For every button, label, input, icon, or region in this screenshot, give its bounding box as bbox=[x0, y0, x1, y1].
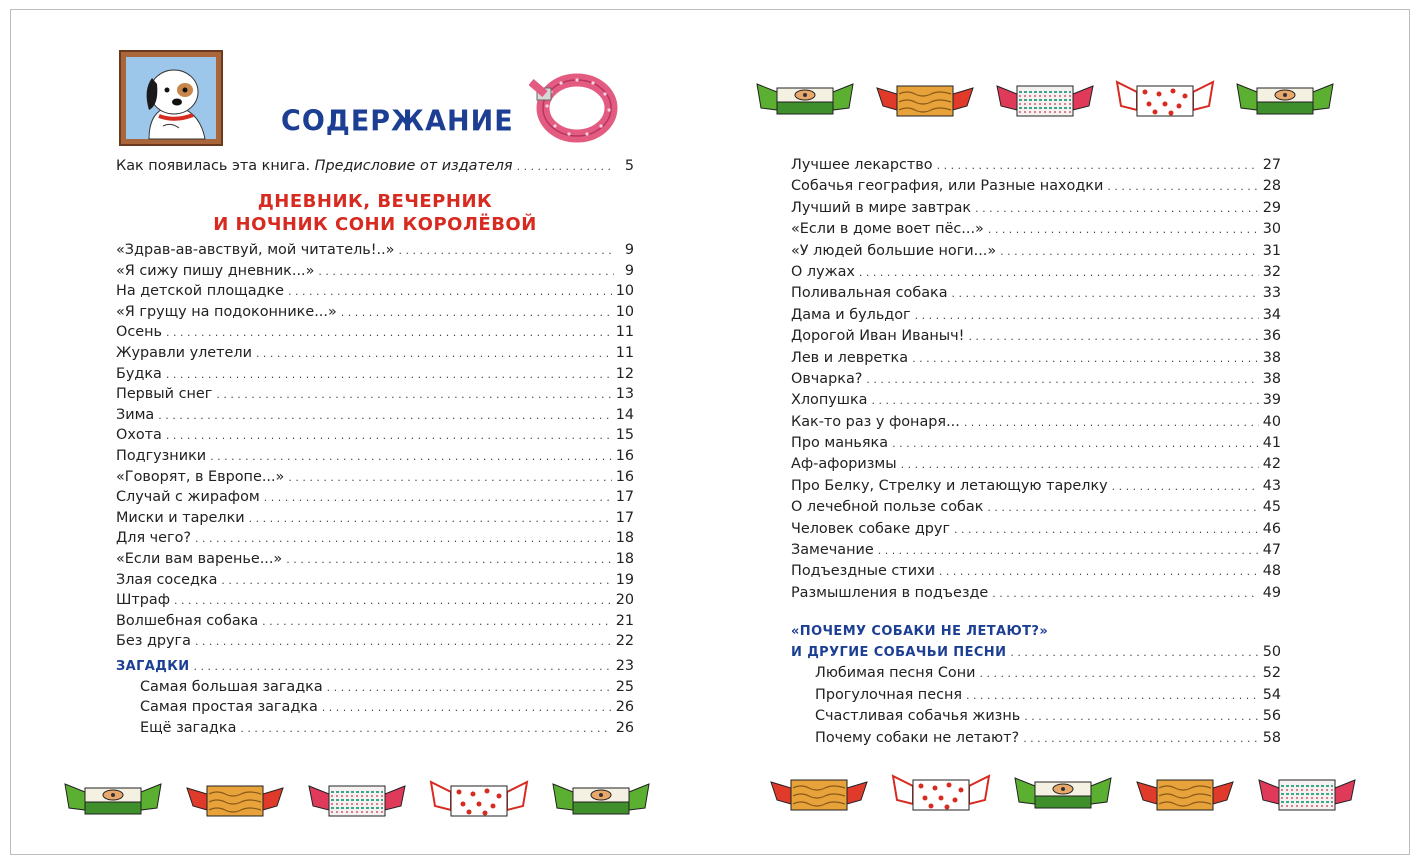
dot-leader bbox=[288, 282, 612, 303]
toc-entry-title: Про Белку, Стрелку и летающую тарелку bbox=[791, 477, 1108, 494]
toc-entry-title: О лужах bbox=[791, 263, 855, 280]
dot-leader bbox=[256, 344, 612, 365]
toc-entry-title: Дама и бульдог bbox=[791, 306, 911, 323]
candy-orange-icon bbox=[769, 764, 869, 816]
toc-entry-page: 16 bbox=[615, 468, 634, 485]
toc-entry-page: 41 bbox=[1262, 435, 1281, 452]
toc-entry-page: 43 bbox=[1262, 477, 1281, 494]
toc-entry-title: Злая соседка bbox=[116, 571, 218, 588]
toc-entry-title: Счастливая собачья жизнь bbox=[815, 708, 1021, 725]
toc-entry-page: 12 bbox=[615, 365, 634, 382]
toc-list-riddles bbox=[116, 656, 634, 738]
section-heading-riddles: ЗАГАДКИ bbox=[116, 659, 190, 674]
toc-entry-title: Самая большая загадка bbox=[140, 678, 323, 695]
toc-entry-page: 39 bbox=[1262, 392, 1281, 409]
candy-orange-icon bbox=[875, 70, 975, 122]
dot-leader bbox=[398, 241, 614, 262]
toc-entry-page: 23 bbox=[615, 658, 634, 674]
toc-entry-page: 47 bbox=[1262, 542, 1281, 559]
toc-entry-title: Лучший в мире завтрак bbox=[791, 199, 972, 216]
dot-leader bbox=[1107, 176, 1258, 197]
toc-entry[interactable] bbox=[116, 405, 634, 426]
toc-list-songs bbox=[791, 642, 1281, 749]
toc-entry-title: «Я сижу пишу дневник...» bbox=[116, 262, 315, 279]
right-page bbox=[711, 10, 1410, 854]
toc-entry-page: 38 bbox=[1262, 349, 1281, 366]
toc-entry[interactable] bbox=[116, 549, 634, 570]
dot-leader bbox=[988, 219, 1259, 240]
dot-leader bbox=[901, 454, 1259, 475]
dot-leader bbox=[322, 698, 612, 719]
candy-orange-icon bbox=[185, 770, 285, 822]
toc-entry[interactable] bbox=[791, 262, 1281, 283]
section-heading-diary bbox=[116, 190, 634, 236]
dot-leader bbox=[195, 632, 612, 653]
toc-entry-title: О лечебной пользе собак bbox=[791, 499, 984, 516]
toc-entry[interactable] bbox=[116, 302, 634, 323]
dot-leader bbox=[1023, 728, 1259, 749]
dot-leader bbox=[249, 509, 612, 530]
toc-entry-title: Осень bbox=[116, 324, 162, 341]
toc-entry-page: 46 bbox=[1262, 520, 1281, 537]
toc-entry-page: 17 bbox=[615, 489, 634, 506]
dot-leader bbox=[221, 571, 611, 592]
toc-list-right bbox=[791, 155, 1281, 604]
dot-leader bbox=[966, 685, 1259, 706]
dot-leader bbox=[866, 369, 1258, 390]
toc-entry-title: Зима bbox=[116, 406, 155, 423]
toc-entry-title: Любимая песня Сони bbox=[815, 665, 976, 682]
dot-leader bbox=[195, 529, 612, 550]
toc-entry[interactable] bbox=[116, 590, 634, 611]
toc-list-left bbox=[116, 240, 634, 652]
candy-row-top-right bbox=[755, 70, 1335, 122]
candy-striped-icon bbox=[307, 770, 407, 822]
dot-leader bbox=[952, 283, 1259, 304]
toc-entry-page: 26 bbox=[615, 699, 634, 716]
toc-entry-title: Волшебная собака bbox=[116, 612, 259, 629]
book-spread bbox=[10, 9, 1410, 855]
toc-entry-title: Прогулочная песня bbox=[815, 686, 963, 703]
toc-entry-page: 10 bbox=[615, 303, 634, 320]
toc-entry-page: 29 bbox=[1262, 199, 1281, 216]
toc-entry-title: Миски и тарелки bbox=[116, 509, 245, 526]
toc-entry-page: 16 bbox=[615, 447, 634, 464]
toc-entry-page: 9 bbox=[624, 242, 634, 258]
toc-entry-page: 45 bbox=[1262, 499, 1281, 516]
toc-entry[interactable] bbox=[116, 384, 634, 405]
toc-entry-page: 18 bbox=[615, 530, 634, 547]
toc-entry[interactable] bbox=[116, 718, 634, 739]
dot-leader bbox=[158, 406, 611, 427]
toc-entry-page: 10 bbox=[615, 283, 634, 300]
dot-leader bbox=[939, 561, 1259, 582]
toc-entry[interactable] bbox=[791, 497, 1281, 518]
toc-entry[interactable] bbox=[116, 677, 634, 698]
toc-entry-title: Поливальная собака bbox=[791, 285, 948, 302]
dot-leader bbox=[954, 519, 1259, 540]
candy-orange-icon bbox=[1135, 764, 1235, 816]
toc-entry-title: Про маньяка bbox=[791, 435, 889, 452]
candy-polka-icon bbox=[429, 770, 529, 822]
toc-entry-title: Подгузники bbox=[116, 447, 207, 464]
toc-entry-title: «Говорят, в Европе...» bbox=[116, 468, 285, 485]
candy-green-icon bbox=[1013, 764, 1113, 816]
toc-entry[interactable] bbox=[791, 283, 1281, 304]
dot-leader bbox=[980, 663, 1259, 684]
toc-entry-page: 36 bbox=[1262, 328, 1281, 345]
toc-entry[interactable] bbox=[791, 433, 1281, 454]
toc-entry-title: Замечание bbox=[791, 542, 874, 559]
candy-polka-icon bbox=[1115, 70, 1215, 122]
toc-entry[interactable] bbox=[116, 528, 634, 549]
candy-polka-icon bbox=[891, 764, 991, 816]
toc-entry-page: 15 bbox=[615, 427, 634, 444]
candy-green-icon bbox=[63, 770, 163, 822]
toc-entry-page: 30 bbox=[1262, 221, 1281, 238]
dot-leader bbox=[878, 540, 1259, 561]
dot-leader bbox=[166, 426, 612, 447]
dot-leader bbox=[987, 497, 1258, 518]
dot-leader bbox=[915, 305, 1259, 326]
toc-entry-page: 42 bbox=[1262, 456, 1281, 473]
dot-leader bbox=[240, 719, 611, 740]
dot-leader bbox=[216, 385, 611, 406]
toc-entry-title: Как появилась эта книга. Предисловие от издателя bbox=[116, 158, 513, 174]
toc-entry-page: 31 bbox=[1262, 242, 1281, 259]
toc-entry-page: 26 bbox=[615, 719, 634, 736]
toc-entry[interactable] bbox=[116, 343, 634, 364]
toc-entry-title: Ещё загадка bbox=[140, 719, 237, 736]
toc-entry-title: Для чего? bbox=[116, 530, 192, 547]
toc-entry[interactable] bbox=[116, 425, 634, 446]
toc-entry[interactable] bbox=[791, 412, 1281, 433]
section-heading-line: И ДРУГИЕ СОБАЧЬИ ПЕСНИ bbox=[791, 645, 1007, 660]
dot-leader bbox=[1000, 241, 1259, 262]
toc-section-entry[interactable] bbox=[791, 642, 1281, 663]
toc-entry-page: 49 bbox=[1262, 584, 1281, 601]
dot-leader bbox=[318, 262, 614, 283]
toc-entry[interactable] bbox=[116, 697, 634, 718]
toc-entry-title: Размышления в подъезде bbox=[791, 584, 989, 601]
dot-leader bbox=[517, 157, 614, 178]
dot-leader bbox=[968, 326, 1258, 347]
toc-entry-title: Будка bbox=[116, 365, 162, 382]
toc-entry-title: Журавли улетели bbox=[116, 344, 252, 361]
toc-entry-page: 18 bbox=[615, 550, 634, 567]
toc-entry[interactable] bbox=[791, 561, 1281, 582]
toc-entry-page: 17 bbox=[615, 509, 634, 526]
toc-entry-page: 9 bbox=[624, 262, 634, 279]
toc-entry[interactable] bbox=[116, 487, 634, 508]
toc-entry-page: 19 bbox=[615, 571, 634, 588]
toc-entry-page: 34 bbox=[1262, 306, 1281, 323]
toc-entry[interactable] bbox=[116, 570, 634, 591]
toc-entry-title: Лев и левретка bbox=[791, 349, 909, 366]
dot-leader bbox=[286, 550, 611, 571]
dot-leader bbox=[327, 678, 612, 699]
toc-entry-title: Первый снег bbox=[116, 386, 213, 403]
toc-entry-title: «Здрав-ав-авствуй, мой читатель!..» bbox=[116, 242, 395, 258]
toc-entry-page: 38 bbox=[1262, 370, 1281, 387]
toc-entry-page: 21 bbox=[615, 612, 634, 629]
toc-entry-title: Почему собаки не летают? bbox=[815, 729, 1020, 746]
toc-entry[interactable] bbox=[116, 156, 634, 177]
toc-entry[interactable] bbox=[791, 305, 1281, 326]
toc-entry-title: Без друга bbox=[116, 633, 191, 650]
dot-leader bbox=[859, 262, 1259, 283]
toc-entry-page: 25 bbox=[615, 678, 634, 695]
toc-entry[interactable] bbox=[116, 467, 634, 488]
dot-leader bbox=[262, 612, 612, 633]
toc-entry[interactable] bbox=[116, 446, 634, 467]
toc-entry[interactable] bbox=[791, 685, 1281, 706]
toc-entry-page: 28 bbox=[1262, 178, 1281, 195]
toc-entry[interactable] bbox=[116, 281, 634, 302]
toc-entry-title: Человек собаке друг bbox=[791, 520, 951, 537]
toc-entry-title: Как-то раз у фонаря... bbox=[791, 413, 960, 430]
dot-leader bbox=[892, 433, 1259, 454]
dot-leader bbox=[166, 323, 612, 344]
toc-entry-title: Аф-афоризмы bbox=[791, 456, 897, 473]
candy-green-icon bbox=[755, 70, 855, 122]
dot-leader bbox=[174, 591, 612, 612]
dot-leader bbox=[166, 365, 612, 386]
toc-entry[interactable] bbox=[791, 390, 1281, 411]
toc-entry-page: 22 bbox=[615, 633, 634, 650]
toc-entry[interactable] bbox=[791, 519, 1281, 540]
toc-entry[interactable] bbox=[791, 454, 1281, 475]
toc-entry[interactable] bbox=[116, 631, 634, 652]
dot-leader bbox=[871, 390, 1258, 411]
toc-entry[interactable] bbox=[791, 155, 1281, 176]
toc-entry-page: 33 bbox=[1262, 285, 1281, 302]
toc-entry-page: 11 bbox=[615, 324, 634, 341]
dot-leader bbox=[210, 447, 612, 468]
dot-leader bbox=[937, 155, 1259, 176]
toc-entry[interactable] bbox=[116, 261, 634, 282]
page-title: СОДЕРЖАНИЕ bbox=[281, 105, 514, 138]
dot-leader bbox=[964, 412, 1259, 433]
toc-entry[interactable] bbox=[116, 508, 634, 529]
toc-entry[interactable] bbox=[116, 611, 634, 632]
candy-green-icon bbox=[551, 770, 651, 822]
toc-entry[interactable] bbox=[116, 364, 634, 385]
toc-entry-page: 54 bbox=[1262, 686, 1281, 703]
toc-entry[interactable] bbox=[791, 198, 1281, 219]
section-heading-line: «ПОЧЕМУ СОБАКИ НЕ ЛЕТАЮТ?» bbox=[791, 624, 1049, 639]
candy-row-bottom-left bbox=[63, 770, 651, 822]
toc-entry-title: Подъездные стихи bbox=[791, 563, 935, 580]
dot-leader bbox=[264, 488, 612, 509]
pink-collar-icon bbox=[529, 68, 621, 146]
toc-entry-page: 48 bbox=[1262, 563, 1281, 580]
toc-entry-title: Хлопушка bbox=[791, 392, 868, 409]
toc-entry-title: Штраф bbox=[116, 592, 171, 609]
toc-entry[interactable] bbox=[791, 326, 1281, 347]
toc-entry-page: 32 bbox=[1262, 263, 1281, 280]
toc-entry[interactable] bbox=[791, 583, 1281, 604]
toc-entry-page: 52 bbox=[1262, 665, 1281, 682]
dot-leader bbox=[992, 583, 1258, 604]
toc-entry[interactable] bbox=[791, 348, 1281, 369]
dot-leader bbox=[341, 303, 612, 324]
toc-entry-page: 27 bbox=[1262, 157, 1281, 173]
toc-entry[interactable] bbox=[791, 176, 1281, 197]
toc-entry-title: «У людей большие ноги...» bbox=[791, 242, 997, 259]
toc-entry-page: 11 bbox=[615, 344, 634, 361]
dot-leader bbox=[1112, 476, 1259, 497]
toc-entry-page: 58 bbox=[1262, 729, 1281, 746]
toc-entry-title: Лучшее лекарство bbox=[791, 157, 933, 173]
dot-leader bbox=[288, 468, 611, 489]
candy-green-icon bbox=[1235, 70, 1335, 122]
dot-leader bbox=[1010, 642, 1258, 663]
dot-leader bbox=[912, 348, 1259, 369]
candy-striped-icon bbox=[995, 70, 1095, 122]
toc-entry[interactable] bbox=[791, 476, 1281, 497]
dot-leader bbox=[975, 198, 1259, 219]
toc-entry[interactable] bbox=[791, 369, 1281, 390]
toc-entry-title: На детской площадке bbox=[116, 283, 285, 300]
toc-entry[interactable] bbox=[791, 219, 1281, 240]
toc-entry-page: 56 bbox=[1262, 708, 1281, 725]
toc-entry[interactable] bbox=[791, 663, 1281, 684]
toc-entry-page: 40 bbox=[1262, 413, 1281, 430]
toc-entry-title: «Я грущу на подоконнике...» bbox=[116, 303, 337, 320]
toc-entry[interactable] bbox=[791, 241, 1281, 262]
toc-entry-title: Самая простая загадка bbox=[140, 699, 318, 716]
section-heading-line: ДНЕВНИК, ВЕЧЕРНИК bbox=[257, 191, 493, 212]
toc-entry-title: Собачья география, или Разные находки bbox=[791, 178, 1104, 195]
toc-entry[interactable] bbox=[116, 322, 634, 343]
toc-entry-title: Овчарка? bbox=[791, 370, 863, 387]
toc-entry[interactable] bbox=[791, 706, 1281, 727]
toc-intro bbox=[116, 156, 634, 177]
toc-entry-title: Случай с жирафом bbox=[116, 489, 260, 506]
toc-entry-page: 5 bbox=[624, 158, 634, 174]
toc-entry-page: 50 bbox=[1262, 644, 1281, 660]
toc-section-entry[interactable] bbox=[116, 656, 634, 677]
toc-entry-page: 13 bbox=[615, 386, 634, 403]
dot-leader bbox=[194, 657, 612, 678]
section-heading-songs bbox=[791, 622, 1048, 641]
dog-portrait-icon bbox=[119, 50, 223, 146]
left-page bbox=[11, 10, 711, 854]
dot-leader bbox=[1024, 706, 1258, 727]
toc-entry[interactable] bbox=[791, 540, 1281, 561]
toc-entry-title: Дорогой Иван Иваныч! bbox=[791, 328, 965, 345]
candy-striped-icon bbox=[1257, 764, 1357, 816]
toc-entry-title: «Если в доме воет пёс...» bbox=[791, 221, 984, 238]
toc-entry-title: «Если вам варенье...» bbox=[116, 550, 283, 567]
section-heading-line: И НОЧНИК СОНИ КОРОЛЁВОЙ bbox=[213, 214, 537, 235]
toc-entry[interactable] bbox=[791, 728, 1281, 749]
toc-entry[interactable] bbox=[116, 240, 634, 261]
toc-entry-page: 14 bbox=[615, 406, 634, 423]
candy-row-bottom-right bbox=[769, 764, 1357, 816]
toc-entry-page: 20 bbox=[615, 592, 634, 609]
toc-entry-title: Охота bbox=[116, 427, 162, 444]
